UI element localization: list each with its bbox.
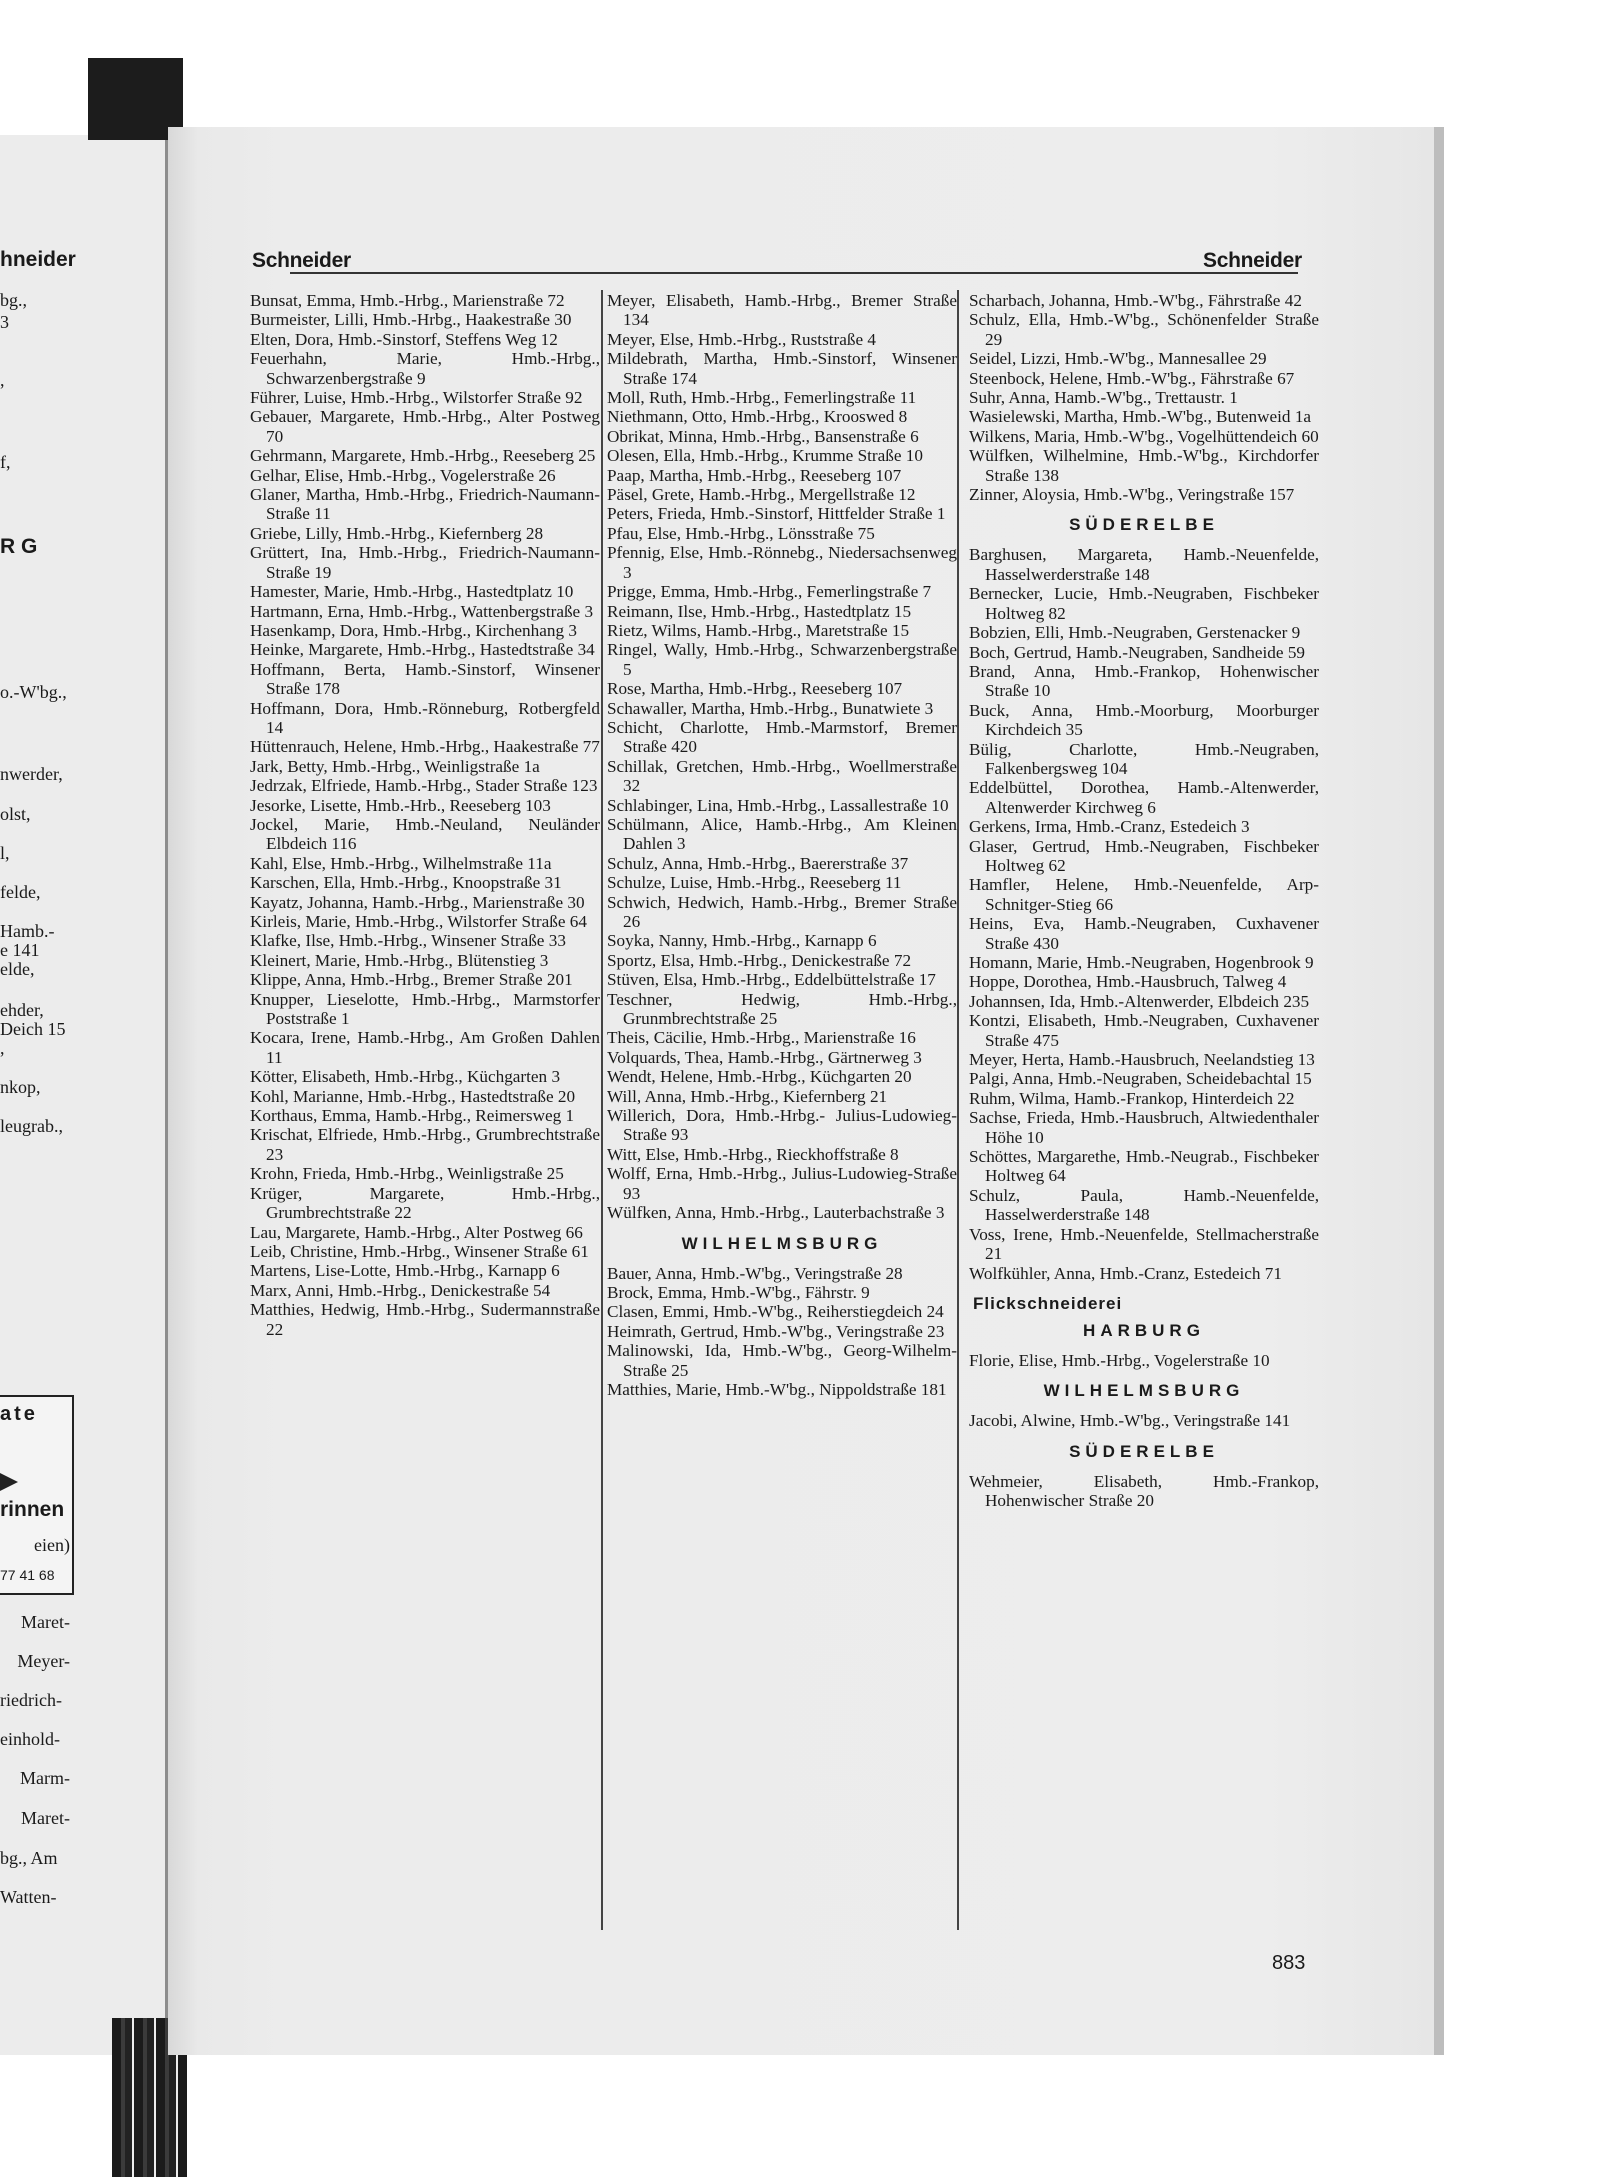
directory-entry: Elten, Dora, Hmb.-Sinstorf, Steffens Weg 12 [250, 329, 558, 349]
directory-entry: Grüttert, Ina, Hmb.-Hrbg., Friedrich-Naumann-Straße 19 [250, 543, 600, 582]
directory-entry: Päsel, Grete, Hamb.-Hrbg., Mergellstraße 12 [607, 485, 916, 505]
column-divider-2 [957, 290, 959, 1930]
directory-entry: Schulz, Ella, Hmb.-W'bg., Schönenfelder Straße 29 [969, 310, 1319, 349]
ad-title: ate [0, 1403, 38, 1425]
left-page-fragment: ehder, [0, 1000, 44, 1020]
directory-entry: Feuerhahn, Marie, Hmb.-Hrbg., Schwarzenbergstraße 9 [250, 349, 600, 388]
directory-entry: Glaner, Martha, Hmb.-Hrbg., Friedrich-Naumann-Straße 11 [250, 485, 600, 524]
section-heading: HARBURG [1083, 1320, 1205, 1340]
directory-entry: Voss, Irene, Hmb.-Neuenfelde, Stellmacherstraße 21 [969, 1224, 1319, 1264]
directory-entry: Schöttes, Margarethe, Hmb.-Neugrab., Fischbeker Holtweg 64 [969, 1147, 1319, 1186]
running-header-right: Schneider [1203, 249, 1302, 272]
column-2 [607, 291, 957, 1399]
directory-entry: Hasenkamp, Dora, Hmb.-Hrbg., Kirchenhang 3 [250, 620, 577, 640]
section-heading: WILHELMSBURG [1043, 1381, 1245, 1401]
directory-entry: Hamfler, Helene, Hmb.-Neuenfelde, Arp-Schnitger-Stieg 66 [969, 875, 1319, 914]
directory-entry: Florie, Elise, Hmb.-Hrbg., Vogelerstraße 10 [969, 1350, 1270, 1370]
directory-entry: Pfau, Else, Hmb.-Hrbg., Lönsstraße 75 [607, 523, 875, 543]
directory-entry: Wasielewski, Martha, Hmb.-W'bg., Butenweid 1a [969, 407, 1312, 427]
left-page-fragment: Maret- [21, 1612, 70, 1632]
directory-entry: Schicht, Charlotte, Hmb.-Marmstorf, Bremer Straße 420 [607, 717, 957, 757]
directory-entry: Matthies, Hedwig, Hmb.-Hrbg., Sudermannstraße 22 [250, 1300, 600, 1339]
page-number: 883 [1272, 1952, 1306, 1974]
arrow-icon [0, 1469, 18, 1495]
directory-entry: Krischat, Elfriede, Hmb.-Hrbg., Grumbrechtstraße 23 [250, 1125, 600, 1164]
directory-entry: Johannsen, Ida, Hmb.-Altenwerder, Elbdeich 235 [969, 991, 1310, 1011]
directory-entry: Jedrzak, Elfriede, Hamb.-Hrbg., Stader Straße 123 [250, 776, 598, 796]
left-page-fragment: Hamb.- [0, 921, 55, 941]
directory-entry: Kohl, Marianne, Hmb.-Hrbg., Hastedtstraße 20 [250, 1086, 576, 1106]
column-divider-1 [601, 290, 603, 1930]
left-page-fragment: eien) [34, 1535, 70, 1555]
left-page-fragment: einhold- [0, 1729, 60, 1749]
section-heading: Flickschneiderei [973, 1293, 1123, 1313]
directory-entry: Eddelbüttel, Dorothea, Hamb.-Altenwerder, Altenwerder Kirchweg 6 [969, 778, 1319, 817]
section-heading: SÜDERELBE [1069, 515, 1219, 535]
directory-entry: Klippe, Anna, Hmb.-Hrbg., Bremer Straße 201 [250, 970, 573, 990]
directory-entry: Bauer, Anna, Hmb.-W'bg., Veringstraße 28 [607, 1263, 903, 1283]
directory-entry: Stüven, Elsa, Hmb.-Hrbg., Eddelbüttelstraße 17 [607, 970, 936, 990]
directory-entry: Theis, Cäcilie, Hmb.-Hrbg., Marienstraße 16 [607, 1028, 916, 1048]
directory-entry: Hüttenrauch, Helene, Hmb.-Hrbg., Haakestraße 77 [250, 737, 600, 757]
left-page-fragment: R G [0, 537, 38, 557]
directory-entry: Prigge, Emma, Hmb.-Hrbg., Femerlingstraße 7 [607, 582, 932, 602]
directory-entry: Wehmeier, Elisabeth, Hmb.-Frankop, Hohenwischer Straße 20 [969, 1471, 1319, 1511]
directory-entry: Hoffmann, Dora, Hmb.-Rönneburg, Rotbergfeld 14 [250, 698, 600, 737]
directory-entry: Volquards, Thea, Hamb.-Hrbg., Gärtnerweg 3 [607, 1047, 922, 1067]
column-1 [250, 291, 600, 1339]
directory-entry: Wilkens, Maria, Hmb.-W'bg., Vogelhüttendeich 60 [969, 426, 1319, 446]
left-page-fragment: bg., [0, 290, 27, 310]
left-page-fragment: Maret- [21, 1808, 70, 1828]
directory-entry: Homann, Marie, Hmb.-Neugraben, Hogenbrook 9 [969, 953, 1314, 972]
left-page-fragment: Watten- [0, 1887, 57, 1907]
directory-entry: Leib, Christine, Hmb.-Hrbg., Winsener Straße 61 [250, 1241, 589, 1261]
directory-entry: Niethmann, Otto, Hmb.-Hrbg., Krooswed 8 [607, 407, 908, 427]
directory-entry: Kontzi, Elisabeth, Hmb.-Neugraben, Cuxhavener Straße 475 [969, 1011, 1319, 1050]
directory-entry: Steenbock, Helene, Hmb.-W'bg., Fährstraße 67 [969, 368, 1295, 388]
directory-entry: Peters, Frieda, Hmb.-Sinstorf, Hittfelder Straße 1 [607, 504, 946, 524]
directory-entry: Barghusen, Margareta, Hamb.-Neuenfelde, Hasselwerderstraße 148 [969, 545, 1319, 584]
directory-entry: Schawaller, Martha, Hmb.-Hrbg., Bunatwiete 3 [607, 698, 934, 718]
directory-entry: Malinowski, Ida, Hmb.-W'bg., Georg-Wilhelm-Straße 25 [607, 1341, 957, 1380]
directory-entry: Führer, Luise, Hmb.-Hrbg., Wilstorfer Straße 92 [250, 388, 583, 408]
left-page-fragment: Deich 15 [0, 1019, 66, 1039]
directory-entry: Heinke, Margarete, Hmb.-Hrbg., Hastedtstraße 34 [250, 640, 595, 660]
directory-entry: Obrikat, Minna, Hmb.-Hrbg., Bansenstraße 6 [607, 426, 919, 446]
directory-entry: Brock, Emma, Hmb.-W'bg., Fährstr. 9 [607, 1282, 870, 1302]
left-page-fragment: leugrab., [0, 1116, 63, 1136]
column-3 [969, 291, 1319, 1511]
directory-entry: Moll, Ruth, Hmb.-Hrbg., Femerlingstraße 11 [607, 388, 917, 408]
left-page-fragment: elde, [0, 959, 35, 979]
directory-entry: Krohn, Frieda, Hmb.-Hrbg., Weinligstraße 25 [250, 1164, 564, 1184]
directory-entry: Wülfken, Anna, Hmb.-Hrbg., Lauterbachstraße 3 [607, 1203, 945, 1223]
directory-entry: Palgi, Anna, Hmb.-Neugraben, Scheidebachtal 15 [969, 1069, 1312, 1089]
directory-entry: Meyer, Herta, Hamb.-Hausbruch, Neelandstieg 13 [969, 1050, 1315, 1070]
left-page-fragment: e 141 [0, 940, 40, 960]
directory-entry: Gerkens, Irma, Hmb.-Cranz, Estedeich 3 [969, 817, 1250, 837]
directory-entry: Kötter, Elisabeth, Hmb.-Hrbg., Küchgarten 3 [250, 1067, 561, 1087]
directory-entry: Marx, Anni, Hmb.-Hrbg., Denickestraße 54 [250, 1280, 551, 1300]
directory-entry: Gehrmann, Margarete, Hmb.-Hrbg., Reeseberg 25 [250, 446, 596, 466]
directory-entry: Suhr, Anna, Hamb.-W'bg., Trettaustr. 1 [969, 388, 1238, 408]
left-page-fragment: , [0, 1038, 5, 1058]
directory-entry: Scharbach, Johanna, Hmb.-W'bg., Fährstraße 42 [969, 291, 1302, 310]
left-page-edge [0, 135, 168, 2055]
directory-entry: Witt, Else, Hmb.-Hrbg., Rieckhoffstraße 8 [607, 1144, 899, 1164]
section-heading: WILHELMSBURG [681, 1233, 883, 1253]
directory-entry: Heimrath, Gertrud, Hmb.-W'bg., Veringstraße 23 [607, 1321, 945, 1341]
directory-entry: Martens, Lise-Lotte, Hmb.-Hrbg., Karnapp 6 [250, 1261, 560, 1281]
directory-entry: Schillak, Gretchen, Hmb.-Hrbg., Woellmerstraße 32 [607, 756, 957, 796]
directory-entry: Schulz, Paula, Hamb.-Neuenfelde, Hasselwerderstraße 148 [969, 1185, 1319, 1225]
left-page-fragment: , [0, 370, 5, 390]
directory-entry: Meyer, Else, Hmb.-Hrbg., Ruststraße 4 [607, 329, 877, 349]
directory-entry: Krüger, Margarete, Hmb.-Hrbg., Grumbrechtstraße 22 [250, 1183, 600, 1223]
directory-entry: Bernecker, Lucie, Hmb.-Neugraben, Fischbeker Holtweg 82 [969, 584, 1319, 623]
left-page-fragment: riedrich- [0, 1690, 62, 1710]
directory-entry: Wolff, Erna, Hmb.-Hrbg., Julius-Ludowieg-Straße 93 [607, 1164, 957, 1203]
left-page-fragment: 3 [0, 312, 9, 332]
header-rule [290, 272, 1298, 274]
directory-entry: Bülig, Charlotte, Hmb.-Neugraben, Falkenbergsweg 104 [969, 739, 1319, 778]
left-page-fragment: o.-W'bg., [0, 682, 67, 702]
directory-entry: Gebauer, Margarete, Hmb.-Hrbg., Alter Postweg 70 [250, 407, 600, 446]
directory-entry: Clasen, Emmi, Hmb.-W'bg., Reiherstiegdeich 24 [607, 1302, 944, 1322]
directory-entry: Wendt, Helene, Hmb.-Hrbg., Küchgarten 20 [607, 1067, 912, 1087]
directory-entry: Jockel, Marie, Hmb.-Neuland, Neuländer Elbdeich 116 [250, 814, 600, 854]
directory-entry: Schlabinger, Lina, Hmb.-Hrbg., Lassallestraße 10 [607, 795, 949, 815]
directory-entry: Hoppe, Dorothea, Hmb.-Hausbruch, Talweg 4 [969, 972, 1287, 992]
left-page-fragment: rinnen [0, 1500, 65, 1520]
directory-entry: Schülmann, Alice, Hamb.-Hrbg., Am Kleinen Dahlen 3 [607, 814, 957, 854]
directory-entry: Kocara, Irene, Hamb.-Hrbg., Am Großen Dahlen 11 [250, 1028, 600, 1067]
directory-entry: Schulz, Anna, Hmb.-Hrbg., Baererstraße 37 [607, 853, 909, 873]
directory-entry: Kirleis, Marie, Hmb.-Hrbg., Wilstorfer Straße 64 [250, 912, 587, 931]
directory-entry: Meyer, Elisabeth, Hamb.-Hrbg., Bremer Straße 134 [607, 291, 957, 330]
directory-entry: Hamester, Marie, Hmb.-Hrbg., Hastedtplatz 10 [250, 582, 574, 602]
directory-entry: Wülfken, Wilhelmine, Hmb.-W'bg., Kirchdorfer Straße 138 [969, 446, 1319, 485]
running-header-left: Schneider [252, 249, 351, 272]
directory-entry: Hartmann, Erna, Hmb.-Hrbg., Wattenbergstraße 3 [250, 601, 594, 621]
directory-entry: Karschen, Ella, Hmb.-Hrbg., Knoopstraße 31 [250, 873, 562, 893]
left-page-fragment: bg., Am [0, 1848, 58, 1868]
directory-entry: Bobzien, Elli, Hmb.-Neugraben, Gerstenacker 9 [969, 623, 1301, 643]
directory-entry: Jacobi, Alwine, Hmb.-W'bg., Veringstraße 141 [969, 1411, 1291, 1431]
directory-entry: Griebe, Lilly, Hmb.-Hrbg., Kiefernberg 28 [250, 523, 544, 543]
directory-entry: Gelhar, Elise, Hmb.-Hrbg., Vogelerstraße 26 [250, 465, 556, 485]
directory-entry: Lau, Margarete, Hamb.-Hrbg., Alter Postweg 66 [250, 1222, 583, 1242]
directory-entry: Kleinert, Marie, Hmb.-Hrbg., Blütenstieg 3 [250, 950, 549, 970]
directory-entry: Ringel, Wally, Hmb.-Hrbg., Schwarzenbergstraße 5 [607, 640, 957, 679]
directory-entry: Pfennig, Else, Hmb.-Rönnebg., Niedersachsenweg 3 [607, 543, 957, 582]
directory-entry: Seidel, Lizzi, Hmb.-W'bg., Mannesallee 29 [969, 349, 1267, 369]
directory-entry: Burmeister, Lilli, Hmb.-Hrbg., Haakestraße 30 [250, 310, 572, 330]
directory-entry: Teschner, Hedwig, Hmb.-Hrbg., Grunmbrechtstraße 25 [607, 989, 957, 1029]
left-page-fragment: f, [0, 452, 11, 472]
ad-phone: 77 41 68 [0, 1567, 55, 1583]
page-edge-shadow [1434, 127, 1444, 2055]
directory-entry: Jark, Betty, Hmb.-Hrbg., Weinligstraße 1a [250, 756, 540, 776]
directory-entry: Sportz, Elsa, Hmb.-Hrbg., Denickestraße 72 [607, 950, 912, 970]
directory-entry: Willerich, Dora, Hmb.-Hrbg.- Julius-Ludowieg-Straße 93 [607, 1106, 957, 1145]
directory-entry: Jesorke, Lisette, Hmb.-Hrb., Reeseberg 103 [250, 795, 551, 815]
directory-entry: Knupper, Lieselotte, Hmb.-Hrbg., Marmstorfer Poststraße 1 [250, 989, 600, 1029]
directory-entry: Zinner, Aloysia, Hmb.-W'bg., Veringstraße 157 [969, 485, 1295, 505]
directory-entry: Buck, Anna, Hmb.-Moorburg, Moorburger Kirchdeich 35 [969, 700, 1319, 740]
directory-entry: Kayatz, Johanna, Hamb.-Hrbg., Marienstraße 30 [250, 892, 585, 912]
directory-entry: Hoffmann, Berta, Hamb.-Sinstorf, Winsener Straße 178 [250, 659, 600, 699]
directory-entry: Soyka, Nanny, Hmb.-Hrbg., Karnapp 6 [607, 931, 877, 951]
directory-entry: Schwich, Hedwich, Hamb.-Hrbg., Bremer Straße 26 [607, 892, 957, 931]
left-page-fragment: hneider [0, 250, 76, 270]
directory-entry: Paap, Martha, Hmb.-Hrbg., Reeseberg 107 [607, 465, 902, 485]
directory-entry: Glaser, Gertrud, Hmb.-Neugraben, Fischbeker Holtweg 62 [969, 836, 1319, 875]
left-page-fragment: felde, [0, 882, 41, 902]
left-page-fragment: nkop, [0, 1077, 41, 1097]
directory-entry: Bunsat, Emma, Hmb.-Hrbg., Marienstraße 72 [250, 291, 565, 310]
directory-entry: Brand, Anna, Hmb.-Frankop, Hohenwischer Straße 10 [969, 661, 1319, 701]
directory-entry: Will, Anna, Hmb.-Hrbg., Kiefernberg 21 [607, 1086, 888, 1106]
directory-entry: Boch, Gertrud, Hamb.-Neugraben, Sandheide 59 [969, 642, 1306, 662]
left-page-fragment: l, [0, 843, 10, 863]
directory-entry: Korthaus, Emma, Hamb.-Hrbg., Reimersweg 1 [250, 1106, 575, 1126]
advertisement-box [0, 1395, 74, 1595]
directory-entry: Matthies, Marie, Hmb.-W'bg., Nippoldstraße 181 [607, 1379, 947, 1399]
directory-entry: Reimann, Ilse, Hmb.-Hrbg., Hastedtplatz 15 [607, 601, 912, 621]
left-page-fragment: olst, [0, 804, 31, 824]
directory-entry: Klafke, Ilse, Hmb.-Hrbg., Winsener Straße 33 [250, 931, 566, 951]
directory-entry: Heins, Eva, Hamb.-Neugraben, Cuxhavener Straße 430 [969, 914, 1319, 953]
section-heading: SÜDERELBE [1069, 1441, 1219, 1461]
left-page-fragment: Marm- [20, 1768, 70, 1788]
directory-entry: Kahl, Else, Hmb.-Hrbg., Wilhelmstraße 11a [250, 853, 552, 873]
directory-entry: Mildebrath, Martha, Hmb.-Sinstorf, Winsener Straße 174 [607, 349, 957, 388]
directory-entry: Schulze, Luise, Hmb.-Hrbg., Reeseberg 11 [607, 873, 902, 893]
directory-entry: Ruhm, Wilma, Hamb.-Frankop, Hinterdeich 22 [969, 1088, 1295, 1108]
directory-entry: Rose, Martha, Hmb.-Hrbg., Reeseberg 107 [607, 679, 903, 699]
directory-entry: Wolfkühler, Anna, Hmb.-Cranz, Estedeich 71 [969, 1263, 1282, 1283]
directory-entry: Rietz, Wilms, Hamb.-Hrbg., Maretstraße 15 [607, 620, 910, 640]
directory-entry: Olesen, Ella, Hmb.-Hrbg., Krumme Straße 10 [607, 446, 923, 466]
left-page-fragment: Meyer- [17, 1651, 70, 1671]
left-page-fragment: nwerder, [0, 764, 63, 784]
directory-entry: Sachse, Frieda, Hmb.-Hausbruch, Altwiedenthaler Höhe 10 [969, 1108, 1319, 1147]
